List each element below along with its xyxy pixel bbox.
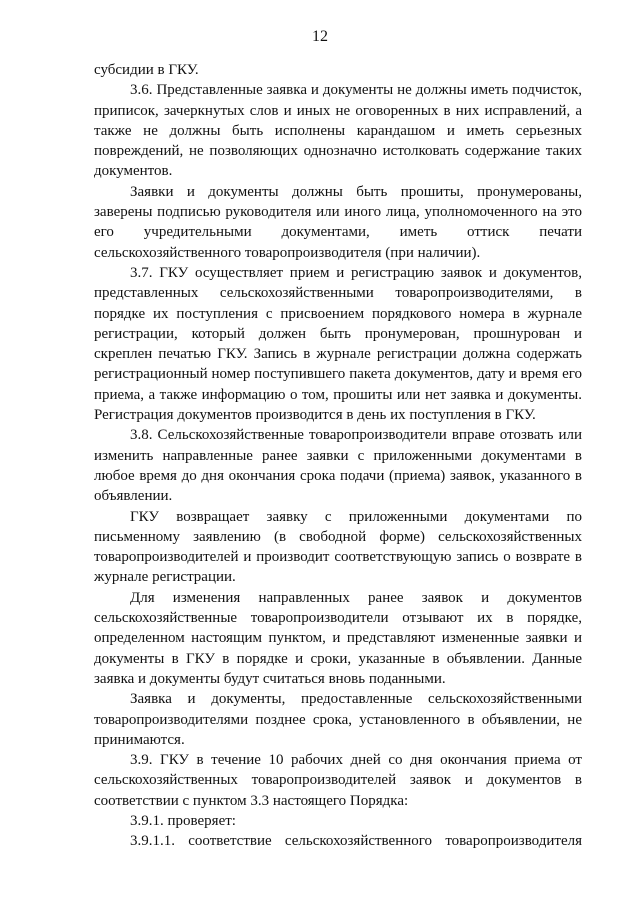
paragraph-return: ГКУ возвращает заявку с приложенными документами по письменному заявлению (в свободной форме) сельскохозяйственных товаропроизводителей и производит соответствующую запись о возврате в журнале регистрации. bbox=[94, 508, 582, 586]
paragraph-3-6: 3.6. Представленные заявка и документы не должны иметь подчисток, приписок, зачеркнутых слов и иных не оговоренных в них исправлений, а также не должны быть исполнены карандашом и иметь серьезных повреждений, не позволяющих однозначно истолковать содержание таких документов. bbox=[94, 82, 582, 180]
paragraph-requirements: Заявки и документы должны быть прошиты, пронумерованы, заверены подписью руководителя или иного лица, уполномоченного на это его учредительными документами, иметь оттиск печати сельскохозяйственного товаропроизводителя (при наличии). bbox=[94, 183, 582, 261]
page-number: 12 bbox=[312, 28, 328, 45]
document-body bbox=[94, 60, 582, 852]
paragraph-3-7: 3.7. ГКУ осуществляет прием и регистрацию заявок и документов, представленных сельскохозяйственными товаропроизводителями, в порядке их поступления с присвоением порядкового номера в журнале регистрации, который должен быть пронумерован, прошнурован и скреплен печатью ГКУ. Запись в журнале регистрации должна содержать регистрационный номер поступившего пакета документов, дату и время его приема, а также информацию о том, прошиты или нет заявка и документы. Регистрация документов производится в день их поступления в ГКУ. bbox=[94, 264, 582, 424]
paragraph-changes: Для изменения направленных ранее заявок и документов сельскохозяйственные товаропроизводители отзывают их в порядке, определенном настоящим пунктом, и представляют измененные заявки и документы в ГКУ в порядке и сроки, указанные в объявлении. Данные заявка и документы будут считаться вновь поданными. bbox=[94, 589, 582, 687]
paragraph-3-9: 3.9. ГКУ в течение 10 рабочих дней со дня окончания приема от сельскохозяйственных товаропроизводителей заявок и документов в соответствии с пунктом 3.3 настоящего Порядка: bbox=[94, 752, 582, 809]
paragraph-3-9-1-1: 3.9.1.1. соответствие сельскохозяйственного товаропроизводителя bbox=[130, 833, 582, 850]
paragraph-late-submission: Заявка и документы, предоставленные сельскохозяйственными товаропроизводителями позднее срока, установленного в объявлении, не принимаются. bbox=[94, 691, 582, 748]
paragraph-3-9-1: 3.9.1. проверяет: bbox=[130, 812, 236, 829]
paragraph-3-8: 3.8. Сельскохозяйственные товаропроизводители вправе отозвать или изменить направленные ранее заявки с приложенными документами в любое время до дня окончания срока подачи (приема) заявок, указанного в объявлении. bbox=[94, 427, 582, 505]
paragraph-continuation: субсидии в ГКУ. bbox=[94, 62, 199, 78]
